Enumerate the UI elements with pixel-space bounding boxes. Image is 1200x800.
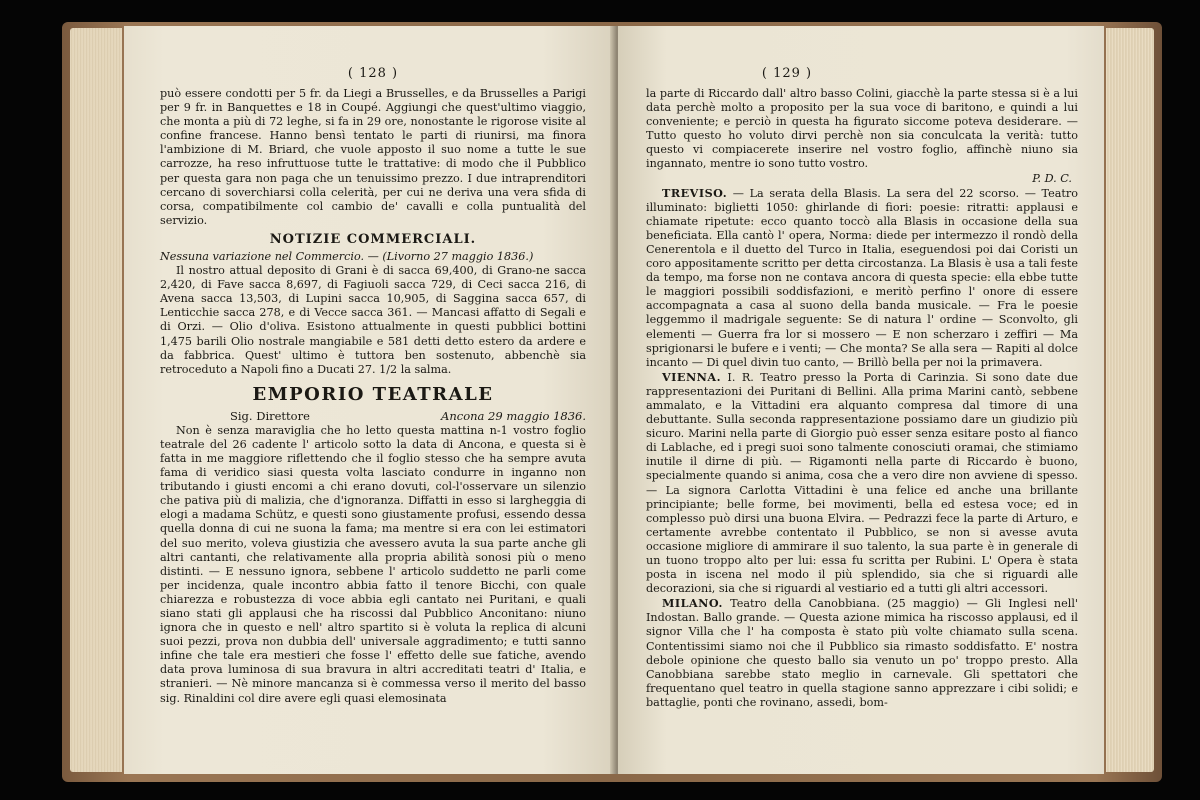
milano-article (646, 596, 1078, 710)
open-book (62, 20, 1162, 782)
left-page-edges (70, 28, 122, 772)
letter-salutation: Sig. Direttore (230, 408, 310, 423)
treviso-body: — La serata della Blasis. La sera del 22 scorso. — Teatro illuminato: biglietti 1050: ghirlande di fiori: poesie: ritratti: applausi e chiamate ripetute: ecco quanto toccò alla Blasis in occasione della sua beneficiata. Ella cantò l' opera, Norma: diede per intermezzo il rondò della Cenerentola e il duetto del Turco in Italia, eseguendosi poi dai Coristi un coro appositamente scritto per detta circostanza. La Blasis è usa a tali feste da tempo, ma forse non ne contava ancora di questa specie: ella ebbe tutte le maggiori possibili soddisfazioni, e meritò perfino l' onore di essere accompagnata a casa al suono della banda musicale. — Fra le poesie leggemmo il madrigale seguente: Se di natura l' ordine — Sconvolto, gli elementi — Guerra fra lor si mossero — E non scherzaro i zeffiri — Ma sprigionarsi le bufere e i venti; — Che monta? Se alla sera — Rapiti al dolce incanto — Di quel divin tuo canto, — Brillò bella per noi la primavera. (646, 186, 1078, 369)
vienna-heading: VIENNA. (662, 369, 721, 384)
right-paragraph-1: la parte di Riccardo dall' altro basso Colini, giacchè la parte stessa si è a lui data perchè molto a proposito per la sua voce di baritono, e quindi a lui conveniente; e perciò in questa ha figurato siccome poteva desiderare. — Tutto questo ho voluto dirvi perchè non sia conculcata la verità: tutto questo vi compiacerete inserire nel vostro foglio, affinchè niuno sia ingannato, mentre io sono tutto vostro. (646, 87, 1078, 171)
letter-body: Non è senza maraviglia che ho letto questa mattina n-1 vostro foglio teatrale del 26 cadente l' articolo sotto la data di Ancona, e questa si è fatta in me maggiore riflettendo che il foglio stesso che ha sempre avuta fama di veridico siasi questa volta lasciato condurre in inganno non tributando i giusti encomi a chi erano dovuti, col-l'osservare un silenzio che pativa più di malizia, che d'ignoranza. Diffatti in esso si largheggia di elogi a madama Schütz, e questi sono giustamente profusi, essendo dessa quella donna di cui ne suona la fama; ma mentre si era con lei estimatori del suo merito, voleva giustizia che avessero avuta la sua parte anche gli altri cantanti, che relativamente alla propria abilità sonosi più o meno distinti. — E nessuno ignora, sebbene l' articolo suddetto ne parli come per incidenza, quale incontro abbia fatto il tenore Bicchi, con quale chiarezza e robustezza di voce abbia egli cantato nei Puritani, e quali siano stati gli applausi che ha riscossi dal Pubblico Anconitano: niuno ignora che in questo e nell' altro spartito si è voluta la replica di alcuni suoi pezzi, prova non dubbia dell' universale aggradimento; e tutti sanno infine che tale era mestieri che fosse l' effetto delle sue fatiche, avendo data prova luminosa di sua bravura in altri accreditati teatri d' Italia, e stranieri. — Nè minore mancanza si è commessa verso il merito del basso sig. Rinaldini col dire avere egli quasi elemosinata (160, 423, 586, 705)
treviso-article (646, 186, 1078, 370)
right-page (618, 26, 1104, 774)
right-page-edges (1106, 28, 1154, 772)
letter-signature: P. D. C. (1032, 171, 1072, 185)
letter-header (160, 409, 586, 423)
right-page-number: ( 129 ) (761, 66, 813, 81)
left-paragraph-1: può essere condotti per 5 fr. da Liegi a Brusselles, e da Brusselles a Parigi per 9 fr. in Banquettes e 18 in Coupé. Aggiungi che quest'ultimo viaggio, che monta a più di 72 leghe, si fa in 29 ore, nonostante le rigorose visite al confine francese. Hanno bensì tentato le parti di riunirsi, ma finora l'ambizione di M. Briard, che vuole apposto il suo nome a tutte le sue carrozze, ha reso infruttuose tutte le trattative: di modo che il Pubblico per questa gara non paga che un tenuissimo prezzo. I due intraprenditori cercano di soverchiarsi colla celerità, per cui ne deriva una vera sfida di corsa, compatibilmente col cambio de' cavalli e colla puntualità del servizio. (160, 87, 586, 227)
vienna-article (646, 370, 1078, 597)
treviso-heading: TREVISO. (662, 185, 728, 200)
section-title-theatre: EMPORIO TEATRALE (252, 383, 494, 405)
commercial-body: Il nostro attual deposito di Grani è di sacca 69,400, di Grano-ne sacca 2,420, di Fave sacca 8,697, di Fagiuoli sacca 729, di Ceci sacca 216, di Avena sacca 13,503, di Lupini sacca 10,905, di Saggina sacca 657, di Lenticchie sacca 278, e di Vecce sacca 361. — Mancasi affatto di Segali e di Orzi. — Olio d'oliva. Esistono attualmente in questi pubblici bottini 1,475 barili Olio nostrale mangiabile e 581 detti detto estero da ardere e da fabbrica. Quest' ultimo è tuttora ben sostenuto, abbenchè sia retroceduto a Napoli fino a Ducati 27. 1/2 la salma. (160, 264, 586, 376)
milano-body: Teatro della Canobbiana. (25 maggio) — Gli Inglesi nell' Indostan. Ballo grande. — Questa azione mimica ha riscosso applausi, ed il signor Villa che l' ha composta è stato più volte chiamato sulla scena. Contentissimi siamo noi che il Pubblico sia rimasto soddisfatto. E' nostra debole opinione che questo ballo sia venuto un po' troppo presto. Alla Canobbiana sarebbe stato meglio in carnevale. Gli spettatori che frequentano quel teatro in quella stagione sanno apprezzare i cibi solidi; e battaglie, ponti che rovinano, assedi, bom- (646, 597, 1078, 709)
left-page (124, 26, 616, 774)
commercial-dateline: Nessuna variazione nel Commercio. — (Livorno 27 maggio 1836.) (160, 249, 534, 263)
milano-heading: MILANO. (662, 596, 723, 611)
vienna-body: I. R. Teatro presso la Porta di Carinzia. Si sono date due rappresentazioni dei Puritani di Bellini. Alla prima Marini cantò, sebbene ammalato, e la Vittadini era alquanto compresa dal timore di una debuttante. Sulla seconda rappresentazione possiamo dare un giudizio più sicuro. Marini nella parte di Giorgio può esser senza esitare posto al fianco di Lablache, ed i pregi suoi sono talmente conosciuti oramai, che stimiamo inutile il dirne di più. — Rigamonti nella parte di Riccardo è buono, specialmente quando si anima, cosa che a vero dire non avviene di spesso. — La signora Carlotta Vittadini è una felice ed anche una brillante principiante; belle forme, bei movimenti, bella ed estesa voce; ed in complesso può dirsi una buona Elvira. — Pedrazzi fece la parte di Arturo, e certamente avrebbe contentato il Pubblico, se non si avesse avuta occasione migliore di ammirare il suo talento, la sua parte è in generale di un tuono troppo alto per lui: essa fu scritta per Rubini. L' Opera è stata posta in iscena nel modo il più splendido, sia che si riguardi alle decorazioni, sia che si riguardi al vestiario ed a tutti gli altri accessori. (646, 370, 1078, 596)
section-title-commercial: NOTIZIE COMMERCIALI. (269, 231, 477, 247)
letter-date: Ancona 29 maggio 1836. (441, 408, 586, 423)
left-page-number: ( 128 ) (347, 66, 399, 81)
